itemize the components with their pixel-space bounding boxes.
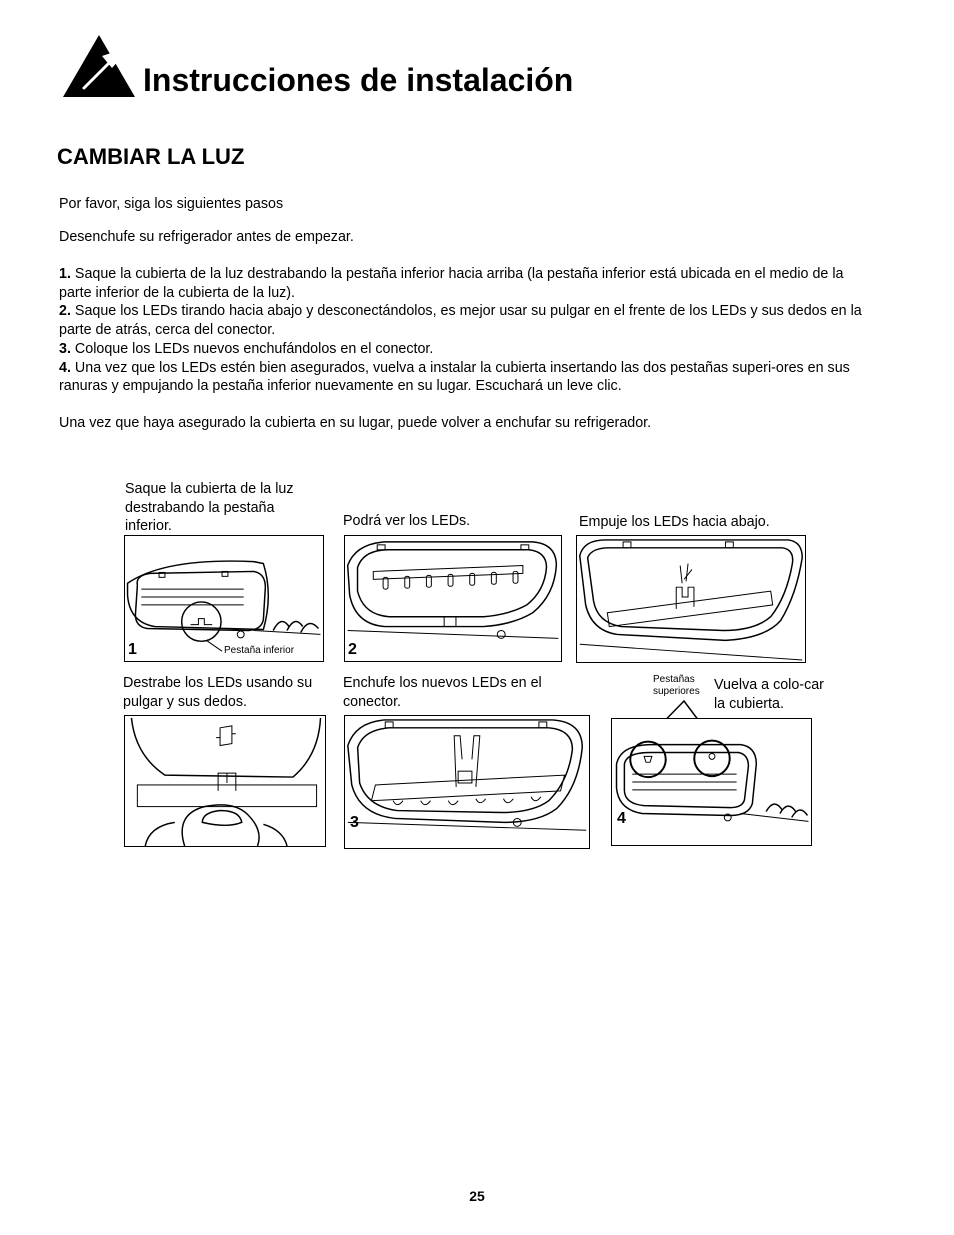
- warning-text: Desenchufe su refrigerador antes de empezar.: [59, 229, 354, 245]
- figure-1-number: 1: [128, 641, 137, 658]
- figure-6-callout: Pestañas superiores: [653, 674, 700, 697]
- step-item: [59, 359, 869, 396]
- step-number: 2.: [59, 303, 71, 320]
- page-title: Instrucciones de instalación: [143, 62, 574, 98]
- step-text: Saque los LEDs tirando hacia abajo y desconectándolos, es mejor usar su pulgar en el frente de los LEDs y sus dedos en la parte de atrás, cerca del conector.: [59, 303, 862, 339]
- figure-4-unlock-leds: [124, 715, 326, 847]
- step-item: [59, 302, 869, 339]
- figure-1-caption: Saque la cubierta de la luz destrabando la pestaña inferior.: [125, 481, 294, 535]
- step-number: 4.: [59, 359, 71, 376]
- step-text: Coloque los LEDs nuevos enchufándolos en el conector.: [74, 340, 434, 357]
- figure-2-caption: Podrá ver los LEDs.: [343, 513, 471, 529]
- figure-6-number: 4: [617, 810, 626, 827]
- intro-text: Por favor, siga los siguientes pasos: [59, 196, 284, 212]
- figure-2-leds-visible: [344, 535, 562, 662]
- figure-2-number: 2: [348, 641, 357, 658]
- figure-3-caption: Empuje los LEDs hacia abajo.: [579, 514, 770, 530]
- step-text: Una vez que los LEDs estén bien asegurados, vuelva a instalar la cubierta insertando las dos pestañas superi-ores en sus ranuras y empujando la pestaña inferior nuevamente en su lugar. Escuchará un leve clic.: [59, 359, 850, 395]
- figure-1-remove-cover: [124, 535, 324, 662]
- figure-3-push-leds-down: [576, 535, 806, 663]
- closing-text: Una vez que haya asegurado la cubierta en su lugar, puede volver a enchufar su refrigerador.: [59, 415, 652, 431]
- step-item: [59, 265, 869, 302]
- step-item: [59, 340, 869, 359]
- figure-1-callout: Pestaña inferior: [224, 645, 295, 656]
- hammer-warning-icon: [62, 34, 136, 98]
- figure-5-number: 3: [350, 814, 359, 831]
- figure-6-caption: Vuelva a colo-car la cubierta.: [714, 677, 824, 712]
- steps-list: [59, 265, 869, 396]
- figure-5-plug-new-leds: [344, 715, 590, 849]
- section-title: CAMBIAR LA LUZ: [57, 144, 245, 169]
- figure-5-caption: Enchufe los nuevos LEDs en el conector.: [343, 675, 542, 710]
- step-number: 1.: [59, 266, 71, 282]
- figure-4-caption: Destrabe los LEDs usando su pulgar y sus dedos.: [123, 675, 313, 710]
- page-number: 25: [469, 1188, 485, 1204]
- step-number: 3.: [59, 340, 71, 357]
- figure-6-replace-cover: [611, 718, 812, 846]
- step-text: Saque la cubierta de la luz destrabando la pestaña inferior hacia arriba (la pestaña inferior está ubicada en el medio de la parte inferior de la cubierta de la luz).: [59, 266, 844, 301]
